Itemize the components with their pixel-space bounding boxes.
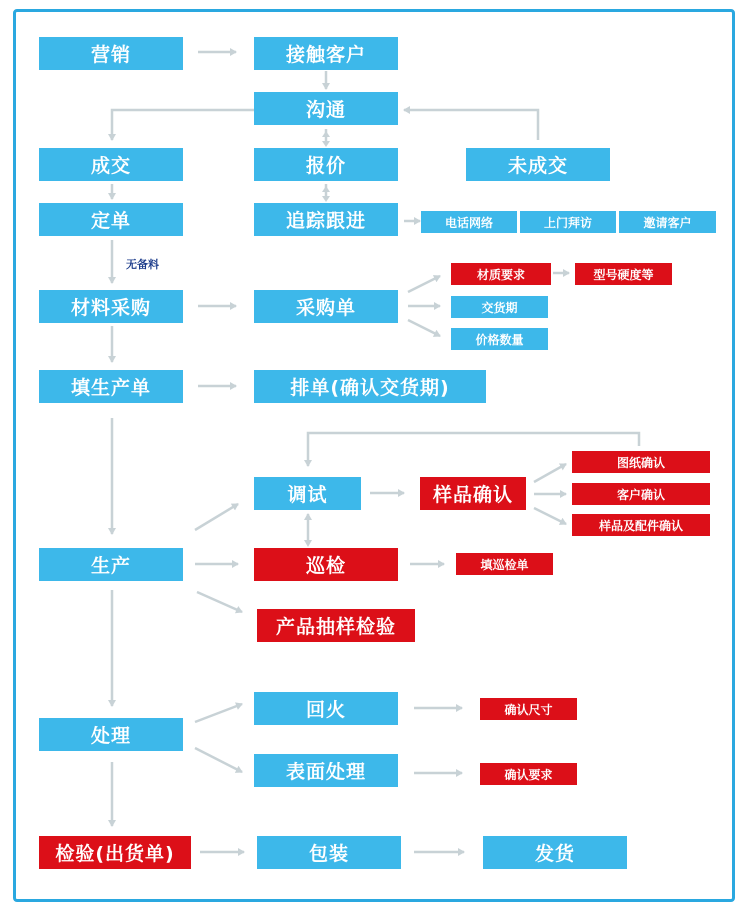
node-patrol-inspect: 巡检 [254,548,398,581]
node-inspection-shipping: 检验(出货单) [39,836,191,869]
node-customer-confirm: 客户确认 [572,483,710,505]
node-quote: 报价 [254,148,398,181]
node-sampling-inspect: 产品抽样检验 [257,609,415,642]
node-processing: 处理 [39,718,183,751]
node-surface-treatment: 表面处理 [254,754,398,787]
node-order: 定单 [39,203,183,236]
node-purchase-order: 采购单 [254,290,398,323]
node-material-purchase: 材料采购 [39,290,183,323]
node-price-quantity: 价格数量 [451,328,548,350]
node-sample-parts-confirm: 样品及配件确认 [572,514,710,536]
node-model-hardness: 型号硬度等 [575,263,672,285]
node-drawing-confirm: 图纸确认 [572,451,710,473]
node-production: 生产 [39,548,183,581]
arrowhead-track-up [322,186,330,192]
node-invite-customer: 邀请客户 [619,211,716,233]
arrowhead-patrol-down [304,540,312,547]
node-delivery-date: 交货期 [451,296,548,318]
node-tempering: 回火 [254,692,398,725]
node-onsite-visit: 上门拜访 [520,211,616,233]
arrow-production-debug [195,504,238,530]
node-confirm-requirements: 确认要求 [480,763,577,785]
node-schedule: 排单(确认交货期) [254,370,486,403]
node-phone-network: 电话网络 [421,211,517,233]
label-no-stock: 无备料 [126,258,159,271]
node-marketing: 营销 [39,37,183,70]
node-debug: 调试 [254,477,361,510]
arrow-production-sampling [197,592,242,612]
arrow-processing-surface [195,748,242,772]
arrowhead-quote-down [322,141,330,147]
node-follow-up: 追踪跟进 [254,203,398,236]
arrowhead-debug-up [304,513,312,520]
node-communicate: 沟通 [254,92,398,125]
node-shipping: 发货 [483,836,627,869]
arrow-nodeal-communicate [404,110,538,140]
node-deal: 成交 [39,148,183,181]
node-sample-confirm: 样品确认 [420,477,526,510]
node-material-spec: 材质要求 [451,263,551,285]
arrow-processing-temper [195,704,242,722]
node-production-sheet: 填生产单 [39,370,183,403]
arrow-po-spec [408,276,440,292]
arrow-communicate-deal [112,110,255,140]
arrowhead-track-down [322,196,330,202]
arrow-sample-parts [534,508,566,524]
node-contact-customer: 接触客户 [254,37,398,70]
arrow-po-price [408,320,440,336]
arrowhead-quote-up [322,131,330,137]
node-patrol-sheet: 填巡检单 [456,553,553,575]
node-no-deal: 未成交 [466,148,610,181]
node-packaging: 包装 [257,836,401,869]
node-confirm-size: 确认尺寸 [480,698,577,720]
arrow-sample-drawing [534,464,566,482]
